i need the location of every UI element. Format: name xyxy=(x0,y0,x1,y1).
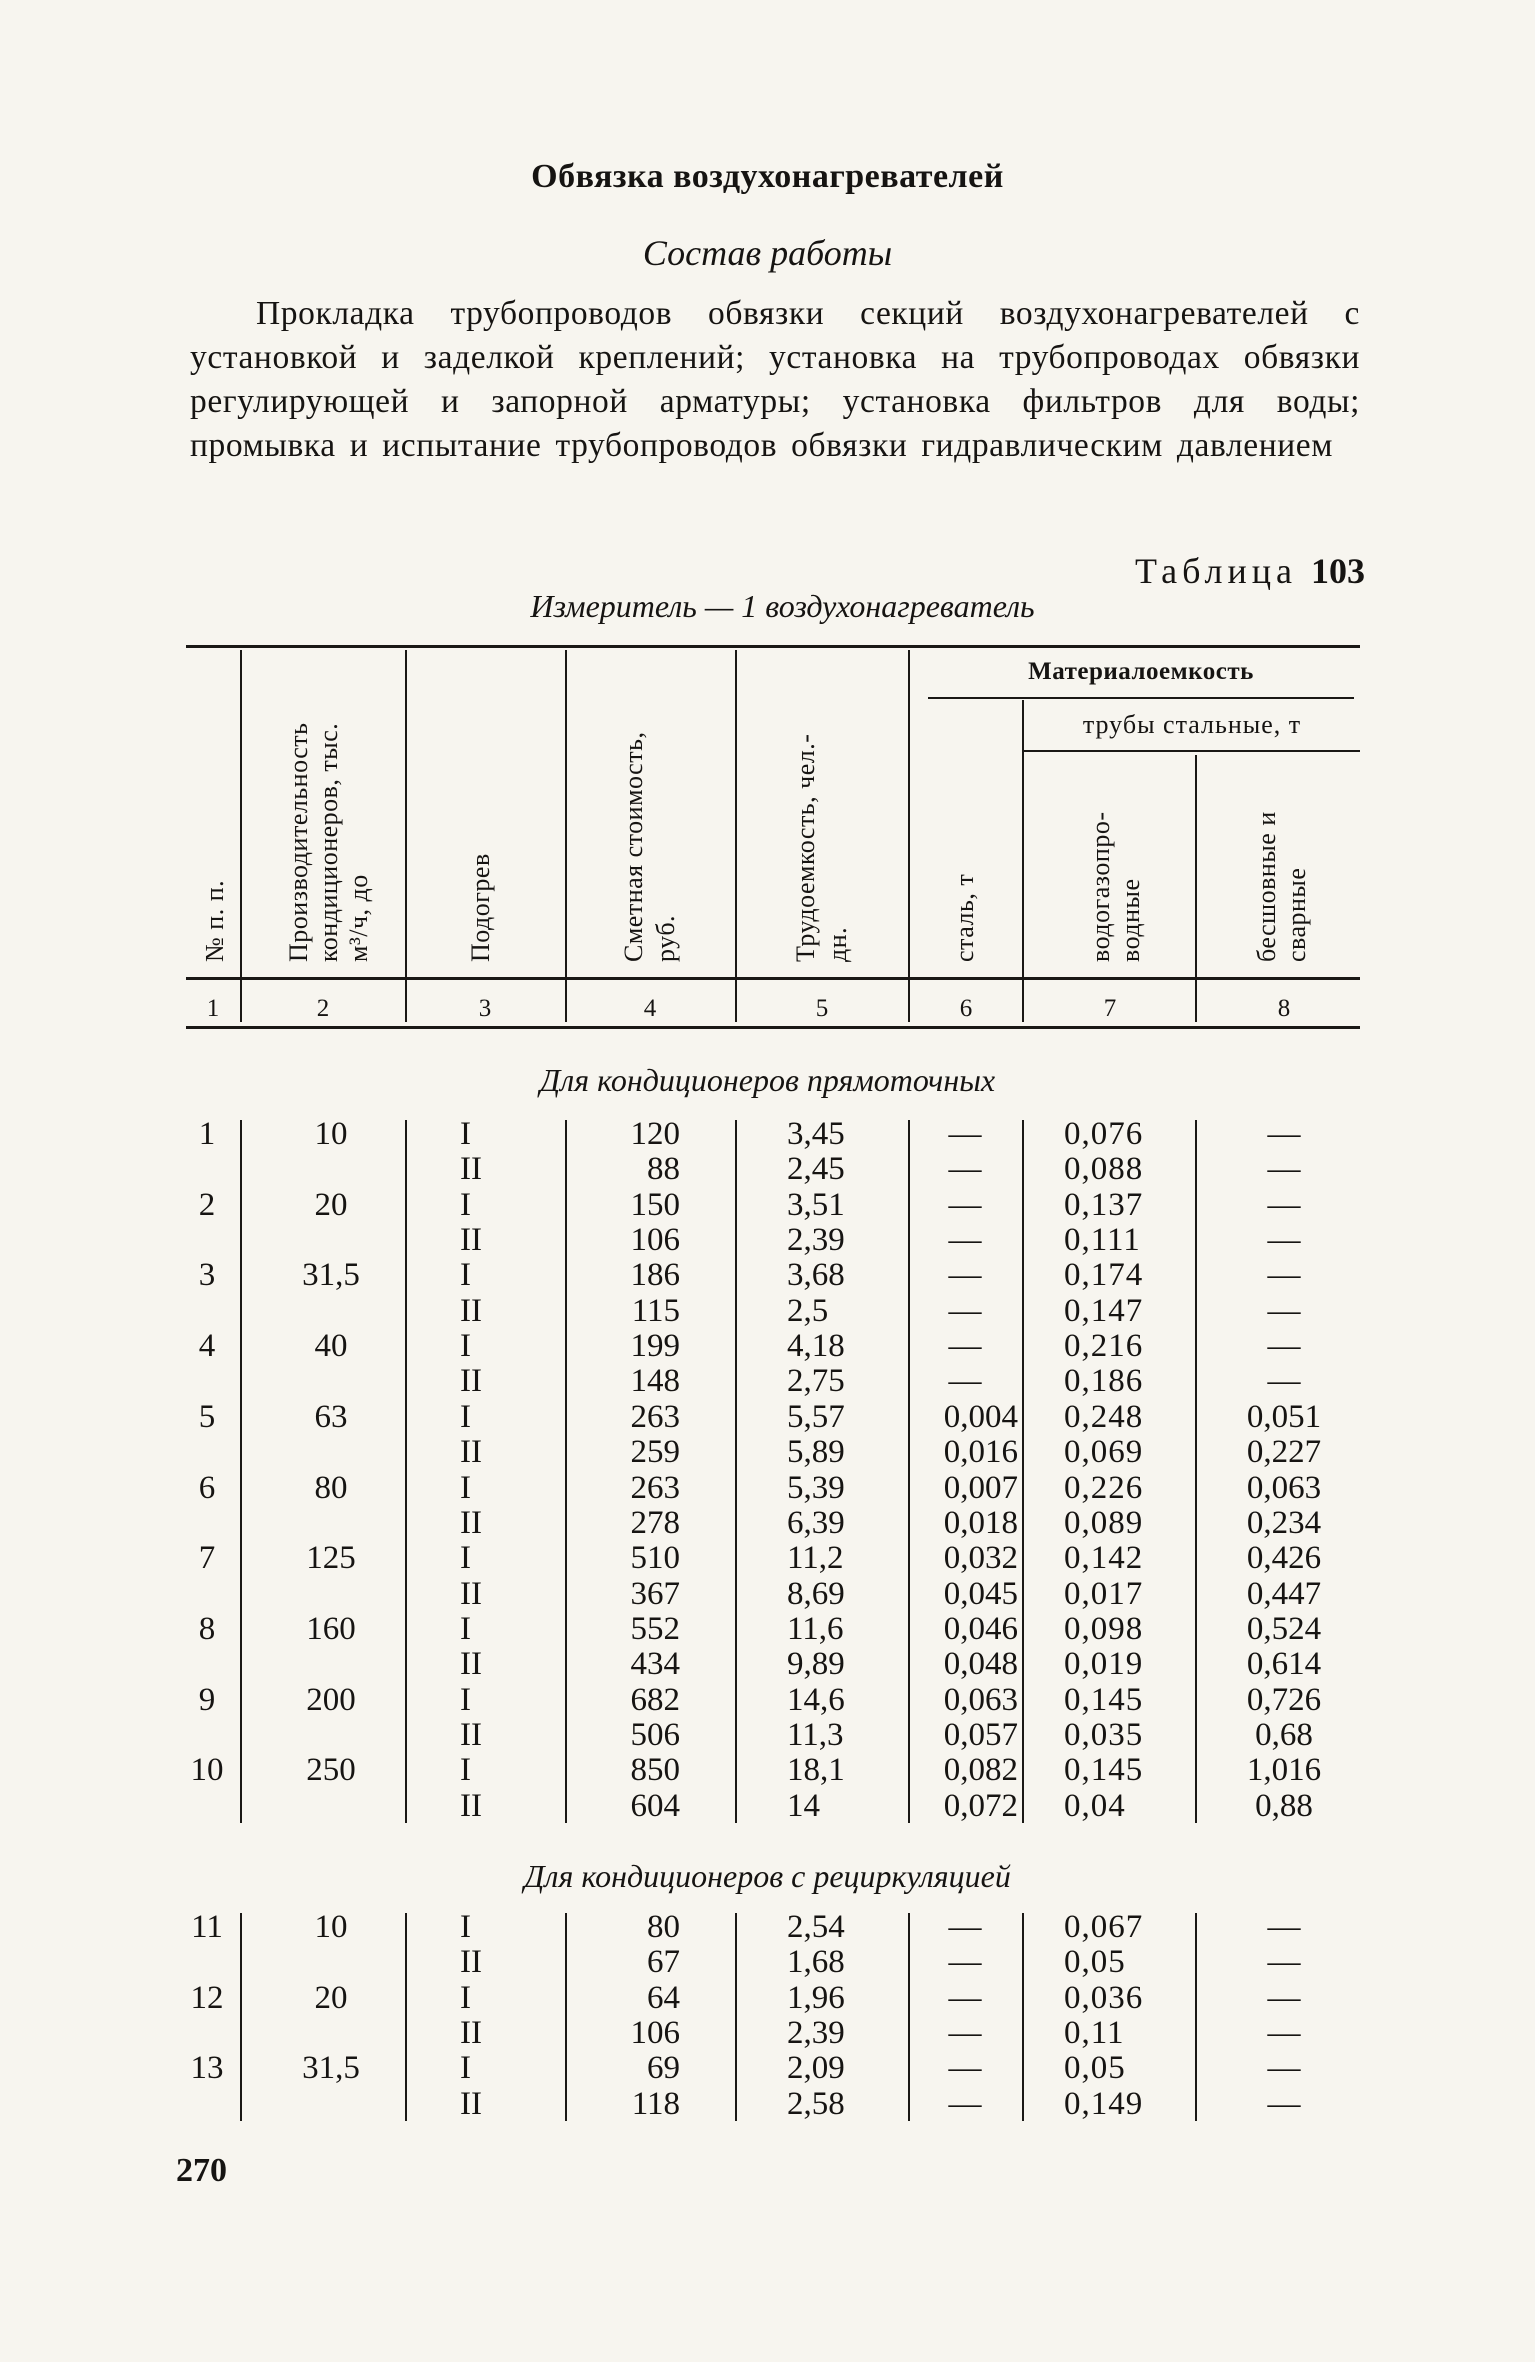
water-gas-pipes-cell: 0,089 xyxy=(1064,1504,1144,1541)
page-number: 270 xyxy=(176,2152,227,2189)
estimated-cost-cell: 552 xyxy=(630,1610,680,1647)
water-gas-pipes-cell: 0,069 xyxy=(1064,1434,1144,1471)
seamless-pipes-cell: — xyxy=(1267,1151,1301,1188)
capacity-cell: 31,5 xyxy=(302,1257,360,1294)
steel-cell: 0,046 xyxy=(943,1610,1018,1647)
steel-cell: — xyxy=(948,1186,982,1223)
table-row xyxy=(0,1364,1535,1399)
table-row xyxy=(0,2087,1535,2122)
steel-cell: — xyxy=(948,1363,982,1400)
heating-stage-cell: II xyxy=(460,1363,482,1400)
water-gas-pipes-cell: 0,186 xyxy=(1064,1363,1144,1400)
header-divider xyxy=(405,650,407,1022)
steel-cell: — xyxy=(948,1944,982,1981)
estimated-cost-cell: 69 xyxy=(647,2050,680,2087)
seamless-pipes-cell: 0,227 xyxy=(1246,1434,1322,1471)
water-gas-pipes-cell: 0,147 xyxy=(1064,1292,1144,1329)
estimated-cost-cell: 506 xyxy=(630,1716,680,1753)
water-gas-pipes-cell: 0,035 xyxy=(1064,1716,1144,1753)
table-row xyxy=(0,1506,1535,1541)
header-divider xyxy=(240,650,242,1022)
header-divider xyxy=(735,650,737,1022)
estimated-cost-cell: 120 xyxy=(630,1116,680,1152)
table-row xyxy=(0,1541,1535,1576)
water-gas-pipes-cell: 0,076 xyxy=(1064,1116,1144,1152)
header-top-rule xyxy=(186,645,1360,648)
water-gas-pipes-cell: 0,145 xyxy=(1064,1681,1144,1718)
steel-cell: 0,007 xyxy=(943,1469,1018,1506)
seamless-pipes-cell: — xyxy=(1267,1257,1301,1294)
table-row xyxy=(0,1400,1535,1435)
seamless-pipes-cell: — xyxy=(1267,1944,1301,1981)
column-number: 7 xyxy=(1103,995,1117,1022)
seamless-pipes-cell: 0,614 xyxy=(1246,1646,1322,1683)
heating-stage-cell: II xyxy=(460,1944,482,1981)
labor-input-cell: 8,69 xyxy=(787,1575,845,1612)
estimated-cost-cell: 510 xyxy=(630,1540,680,1577)
row-number-cell: 12 xyxy=(190,1979,224,2016)
estimated-cost-cell: 434 xyxy=(630,1646,680,1683)
pipes-rule xyxy=(1022,750,1360,752)
seamless-pipes-cell: — xyxy=(1267,1909,1301,1945)
seamless-pipes-cell: — xyxy=(1267,1328,1301,1365)
row-number-cell: 5 xyxy=(198,1398,216,1435)
header-line: кондиционеров, тыс. xyxy=(314,722,343,962)
table-row xyxy=(0,1294,1535,1329)
heating-stage-cell: I xyxy=(460,1328,471,1365)
header-text xyxy=(618,732,682,962)
labor-input-cell: 5,39 xyxy=(787,1469,845,1506)
water-gas-pipes-cell: 0,174 xyxy=(1064,1257,1144,1294)
steel-cell: 0,004 xyxy=(943,1398,1018,1435)
seamless-pipes-cell: 0,726 xyxy=(1246,1681,1322,1718)
heating-stage-cell: II xyxy=(460,1787,482,1824)
table-row xyxy=(0,1647,1535,1682)
labor-input-cell: 11,2 xyxy=(787,1540,844,1577)
estimated-cost-cell: 850 xyxy=(630,1752,680,1789)
header-line: руб. xyxy=(651,914,680,962)
header-text xyxy=(1252,811,1312,962)
water-gas-pipes-cell: 0,098 xyxy=(1064,1610,1144,1647)
seamless-pipes-cell: 0,524 xyxy=(1246,1610,1322,1647)
seamless-pipes-cell: — xyxy=(1267,2015,1301,2052)
header-materials: Материалоемкость xyxy=(1028,658,1254,685)
estimated-cost-cell: 259 xyxy=(630,1434,680,1471)
steel-cell: 0,057 xyxy=(943,1716,1018,1753)
steel-cell: — xyxy=(948,2015,982,2052)
steel-cell: — xyxy=(948,1909,982,1945)
header-text xyxy=(284,722,374,962)
table-row xyxy=(0,1223,1535,1258)
header-text: № п. п. xyxy=(200,879,229,962)
capacity-cell: 31,5 xyxy=(302,2050,360,2087)
water-gas-pipes-cell: 0,248 xyxy=(1064,1398,1144,1435)
capacity-cell: 63 xyxy=(314,1398,348,1435)
steel-cell: 0,018 xyxy=(943,1504,1018,1541)
table-row xyxy=(0,1435,1535,1470)
header-mid-rule xyxy=(186,977,1360,980)
estimated-cost-cell: 64 xyxy=(647,1979,680,2016)
header-bottom-rule xyxy=(186,1026,1360,1029)
heating-stage-cell: I xyxy=(460,1752,471,1789)
row-number-cell: 4 xyxy=(198,1328,216,1365)
heating-stage-cell: II xyxy=(460,1434,482,1471)
water-gas-pipes-cell: 0,149 xyxy=(1064,2085,1144,2122)
steel-cell: — xyxy=(948,2050,982,2087)
column-number: 2 xyxy=(316,995,330,1022)
estimated-cost-cell: 88 xyxy=(647,1151,680,1188)
steel-cell: 0,048 xyxy=(943,1646,1018,1683)
table-row xyxy=(0,1152,1535,1187)
estimated-cost-cell: 186 xyxy=(630,1257,680,1294)
section-heading: Обвязка воздухонагревателей xyxy=(531,158,1004,195)
steel-cell: — xyxy=(948,1116,982,1152)
estimated-cost-cell: 80 xyxy=(647,1909,680,1945)
labor-input-cell: 18,1 xyxy=(787,1752,845,1789)
table-label: Таблица xyxy=(1135,551,1297,591)
labor-input-cell: 2,75 xyxy=(787,1363,845,1400)
steel-cell: 0,082 xyxy=(943,1752,1018,1789)
labor-input-cell: 3,51 xyxy=(787,1186,845,1223)
steel-cell: 0,072 xyxy=(943,1787,1018,1824)
header-line: сварные xyxy=(1282,867,1311,962)
steel-cell: — xyxy=(948,1292,982,1329)
row-number-cell: 1 xyxy=(198,1116,216,1152)
water-gas-pipes-cell: 0,088 xyxy=(1064,1151,1144,1188)
labor-input-cell: 4,18 xyxy=(787,1328,845,1365)
labor-input-cell: 9,89 xyxy=(787,1646,845,1683)
header-divider xyxy=(1022,700,1024,1022)
header-text: сталь, т xyxy=(950,873,979,962)
header-line: Трудоемкость, чел.- xyxy=(791,733,820,962)
water-gas-pipes-cell: 0,145 xyxy=(1064,1752,1144,1789)
labor-input-cell: 3,45 xyxy=(787,1116,845,1152)
row-number-cell: 9 xyxy=(198,1681,216,1718)
capacity-cell: 10 xyxy=(314,1116,348,1152)
table-row xyxy=(0,1718,1535,1753)
row-number-cell: 6 xyxy=(198,1469,216,1506)
work-description-paragraph: Прокладка трубопроводов обвязки секций воздухонагревателей с установкой и заделкой креплений; установка на трубопроводах обвязки регулирующей и запорной арматуры; установка фильтров для воды; промывка и испытание трубопроводов обвязки гидравлическим давлением xyxy=(190,295,1360,464)
header-line: водогазопро- xyxy=(1086,811,1115,962)
header-line: Сметная стоимость, xyxy=(619,731,648,962)
table-row xyxy=(0,1577,1535,1612)
labor-input-cell: 2,39 xyxy=(787,2015,845,2052)
column-number: 3 xyxy=(478,995,492,1022)
seamless-pipes-cell: — xyxy=(1267,1363,1301,1400)
labor-input-cell: 14,6 xyxy=(787,1681,845,1718)
table-row xyxy=(0,1945,1535,1980)
labor-input-cell: 11,6 xyxy=(787,1610,844,1647)
heating-stage-cell: I xyxy=(460,1610,471,1647)
heating-stage-cell: I xyxy=(460,1681,471,1718)
header-steel-pipes: трубы стальные, т xyxy=(1082,710,1302,739)
heating-stage-cell: I xyxy=(460,1979,471,2016)
row-number-cell: 13 xyxy=(190,2050,224,2087)
seamless-pipes-cell: — xyxy=(1267,2085,1301,2122)
heating-stage-cell: I xyxy=(460,1540,471,1577)
capacity-cell: 20 xyxy=(314,1186,348,1223)
header-text xyxy=(1086,812,1146,962)
steel-cell: — xyxy=(948,1151,982,1188)
heating-stage-cell: II xyxy=(460,1716,482,1753)
water-gas-pipes-cell: 0,04 xyxy=(1064,1787,1126,1824)
section-title: Для кондиционеров с рециркуляцией xyxy=(524,1858,1011,1894)
labor-input-cell: 2,5 xyxy=(787,1292,829,1329)
water-gas-pipes-cell: 0,216 xyxy=(1064,1328,1144,1365)
capacity-cell: 80 xyxy=(314,1469,348,1506)
estimated-cost-cell: 118 xyxy=(631,2085,680,2122)
seamless-pipes-cell: 0,234 xyxy=(1246,1504,1322,1541)
capacity-cell: 125 xyxy=(306,1540,356,1577)
table-row xyxy=(0,1789,1535,1824)
labor-input-cell: 3,68 xyxy=(787,1257,845,1294)
estimated-cost-cell: 106 xyxy=(630,2015,680,2052)
heating-stage-cell: I xyxy=(460,2050,471,2087)
heating-stage-cell: II xyxy=(460,1292,482,1329)
capacity-cell: 40 xyxy=(314,1328,348,1365)
header-line: водные xyxy=(1116,878,1145,962)
header-text: Подогрев xyxy=(466,853,495,962)
section-title: Для кондиционеров прямоточных xyxy=(539,1062,996,1098)
estimated-cost-cell: 150 xyxy=(630,1186,680,1223)
labor-input-cell: 5,57 xyxy=(787,1398,845,1435)
estimated-cost-cell: 67 xyxy=(647,1944,680,1981)
header-line: бесшовные и xyxy=(1252,811,1281,962)
table-row xyxy=(0,2016,1535,2051)
heating-stage-cell: I xyxy=(460,1398,471,1435)
capacity-cell: 20 xyxy=(314,1979,348,2016)
header-divider xyxy=(565,650,567,1022)
water-gas-pipes-cell: 0,11 xyxy=(1064,2015,1125,2052)
row-number-cell: 11 xyxy=(191,1909,223,1945)
steel-cell: 0,016 xyxy=(943,1434,1018,1471)
labor-input-cell: 2,45 xyxy=(787,1151,845,1188)
estimated-cost-cell: 367 xyxy=(630,1575,680,1612)
table-row xyxy=(0,1683,1535,1718)
estimated-cost-cell: 604 xyxy=(630,1787,680,1824)
work-composition-heading: Состав работы xyxy=(642,233,893,273)
water-gas-pipes-cell: 0,067 xyxy=(1064,1909,1144,1945)
seamless-pipes-cell: — xyxy=(1267,2050,1301,2087)
water-gas-pipes-cell: 0,05 xyxy=(1064,1944,1126,1981)
water-gas-pipes-cell: 0,019 xyxy=(1064,1646,1144,1683)
table-number: 103 xyxy=(1311,551,1365,591)
table-caption xyxy=(1135,550,1365,592)
seamless-pipes-cell: — xyxy=(1267,1186,1301,1223)
header-divider xyxy=(908,650,910,1022)
header-line: м³/ч, до xyxy=(344,874,373,962)
heating-stage-cell: II xyxy=(460,1646,482,1683)
estimated-cost-cell: 682 xyxy=(630,1681,680,1718)
seamless-pipes-cell: — xyxy=(1267,1222,1301,1259)
labor-input-cell: 2,54 xyxy=(787,1909,845,1945)
row-number-cell: 2 xyxy=(198,1186,216,1223)
column-number: 5 xyxy=(815,995,829,1022)
water-gas-pipes-cell: 0,017 xyxy=(1064,1575,1144,1612)
column-number: 6 xyxy=(959,995,973,1022)
column-number: 4 xyxy=(643,995,657,1022)
labor-input-cell: 14 xyxy=(787,1787,820,1824)
materials-rule xyxy=(928,697,1354,699)
heating-stage-cell: II xyxy=(460,1575,482,1612)
seamless-pipes-cell: — xyxy=(1267,1979,1301,2016)
heating-stage-cell: II xyxy=(460,1222,482,1259)
table-row xyxy=(0,1753,1535,1788)
heating-stage-cell: I xyxy=(460,1909,471,1945)
labor-input-cell: 1,68 xyxy=(787,1944,845,1981)
heating-stage-cell: I xyxy=(460,1469,471,1506)
estimated-cost-cell: 199 xyxy=(630,1328,680,1365)
estimated-cost-cell: 263 xyxy=(630,1469,680,1506)
steel-cell: — xyxy=(948,1979,982,2016)
labor-input-cell: 2,09 xyxy=(787,2050,845,2087)
estimated-cost-cell: 148 xyxy=(630,1363,680,1400)
table-row xyxy=(0,1471,1535,1506)
seamless-pipes-cell: 0,063 xyxy=(1246,1469,1322,1506)
seamless-pipes-cell: 0,68 xyxy=(1255,1716,1313,1753)
table-row xyxy=(0,2051,1535,2086)
seamless-pipes-cell: 1,016 xyxy=(1246,1752,1322,1789)
heating-stage-cell: I xyxy=(460,1116,471,1152)
seamless-pipes-cell: 0,447 xyxy=(1246,1575,1322,1612)
header-line: дн. xyxy=(823,926,852,962)
column-number: 8 xyxy=(1277,995,1291,1022)
water-gas-pipes-cell: 0,142 xyxy=(1064,1540,1144,1577)
row-number-cell: 10 xyxy=(190,1752,224,1789)
labor-input-cell: 11,3 xyxy=(787,1716,844,1753)
steel-cell: — xyxy=(948,1222,982,1259)
estimated-cost-cell: 115 xyxy=(631,1292,680,1329)
header-text xyxy=(790,734,854,962)
header-line: Производительность xyxy=(284,722,313,962)
steel-cell: 0,045 xyxy=(943,1575,1018,1612)
heating-stage-cell: II xyxy=(460,2015,482,2052)
row-number-cell: 8 xyxy=(198,1610,216,1647)
column-number: 1 xyxy=(206,995,220,1022)
heating-stage-cell: II xyxy=(460,1151,482,1188)
estimated-cost-cell: 278 xyxy=(630,1504,680,1541)
water-gas-pipes-cell: 0,226 xyxy=(1064,1469,1144,1506)
table-row xyxy=(0,1117,1535,1152)
table-row xyxy=(0,1981,1535,2016)
water-gas-pipes-cell: 0,036 xyxy=(1064,1979,1144,2016)
labor-input-cell: 2,58 xyxy=(787,2085,845,2122)
estimated-cost-cell: 106 xyxy=(630,1222,680,1259)
water-gas-pipes-cell: 0,05 xyxy=(1064,2050,1126,2087)
row-number-cell: 7 xyxy=(198,1540,216,1577)
heating-stage-cell: II xyxy=(460,1504,482,1541)
labor-input-cell: 2,39 xyxy=(787,1222,845,1259)
header-divider xyxy=(1195,755,1197,1022)
steel-cell: — xyxy=(948,2085,982,2122)
water-gas-pipes-cell: 0,137 xyxy=(1064,1186,1144,1223)
labor-input-cell: 1,96 xyxy=(787,1979,845,2016)
table-row xyxy=(0,1910,1535,1945)
labor-input-cell: 6,39 xyxy=(787,1504,845,1541)
capacity-cell: 160 xyxy=(306,1610,356,1647)
steel-cell: 0,063 xyxy=(943,1681,1018,1718)
steel-cell: — xyxy=(948,1328,982,1365)
capacity-cell: 250 xyxy=(306,1752,356,1789)
capacity-cell: 10 xyxy=(314,1909,348,1945)
water-gas-pipes-cell: 0,111 xyxy=(1064,1222,1141,1259)
heating-stage-cell: I xyxy=(460,1186,471,1223)
seamless-pipes-cell: — xyxy=(1267,1292,1301,1329)
seamless-pipes-cell: 0,051 xyxy=(1246,1398,1322,1435)
table-row xyxy=(0,1188,1535,1223)
steel-cell: 0,032 xyxy=(943,1540,1018,1577)
unit-of-measure: Измеритель — 1 воздухонагреватель xyxy=(530,588,1035,624)
seamless-pipes-cell: 0,88 xyxy=(1255,1787,1313,1824)
table-row xyxy=(0,1329,1535,1364)
table-row xyxy=(0,1258,1535,1293)
labor-input-cell: 5,89 xyxy=(787,1434,845,1471)
table-row xyxy=(0,1612,1535,1647)
capacity-cell: 200 xyxy=(306,1681,356,1718)
row-number-cell: 3 xyxy=(198,1257,216,1294)
seamless-pipes-cell: 0,426 xyxy=(1246,1540,1322,1577)
heating-stage-cell: II xyxy=(460,2085,482,2122)
heating-stage-cell: I xyxy=(460,1257,471,1294)
seamless-pipes-cell: — xyxy=(1267,1116,1301,1152)
steel-cell: — xyxy=(948,1257,982,1294)
estimated-cost-cell: 263 xyxy=(630,1398,680,1435)
